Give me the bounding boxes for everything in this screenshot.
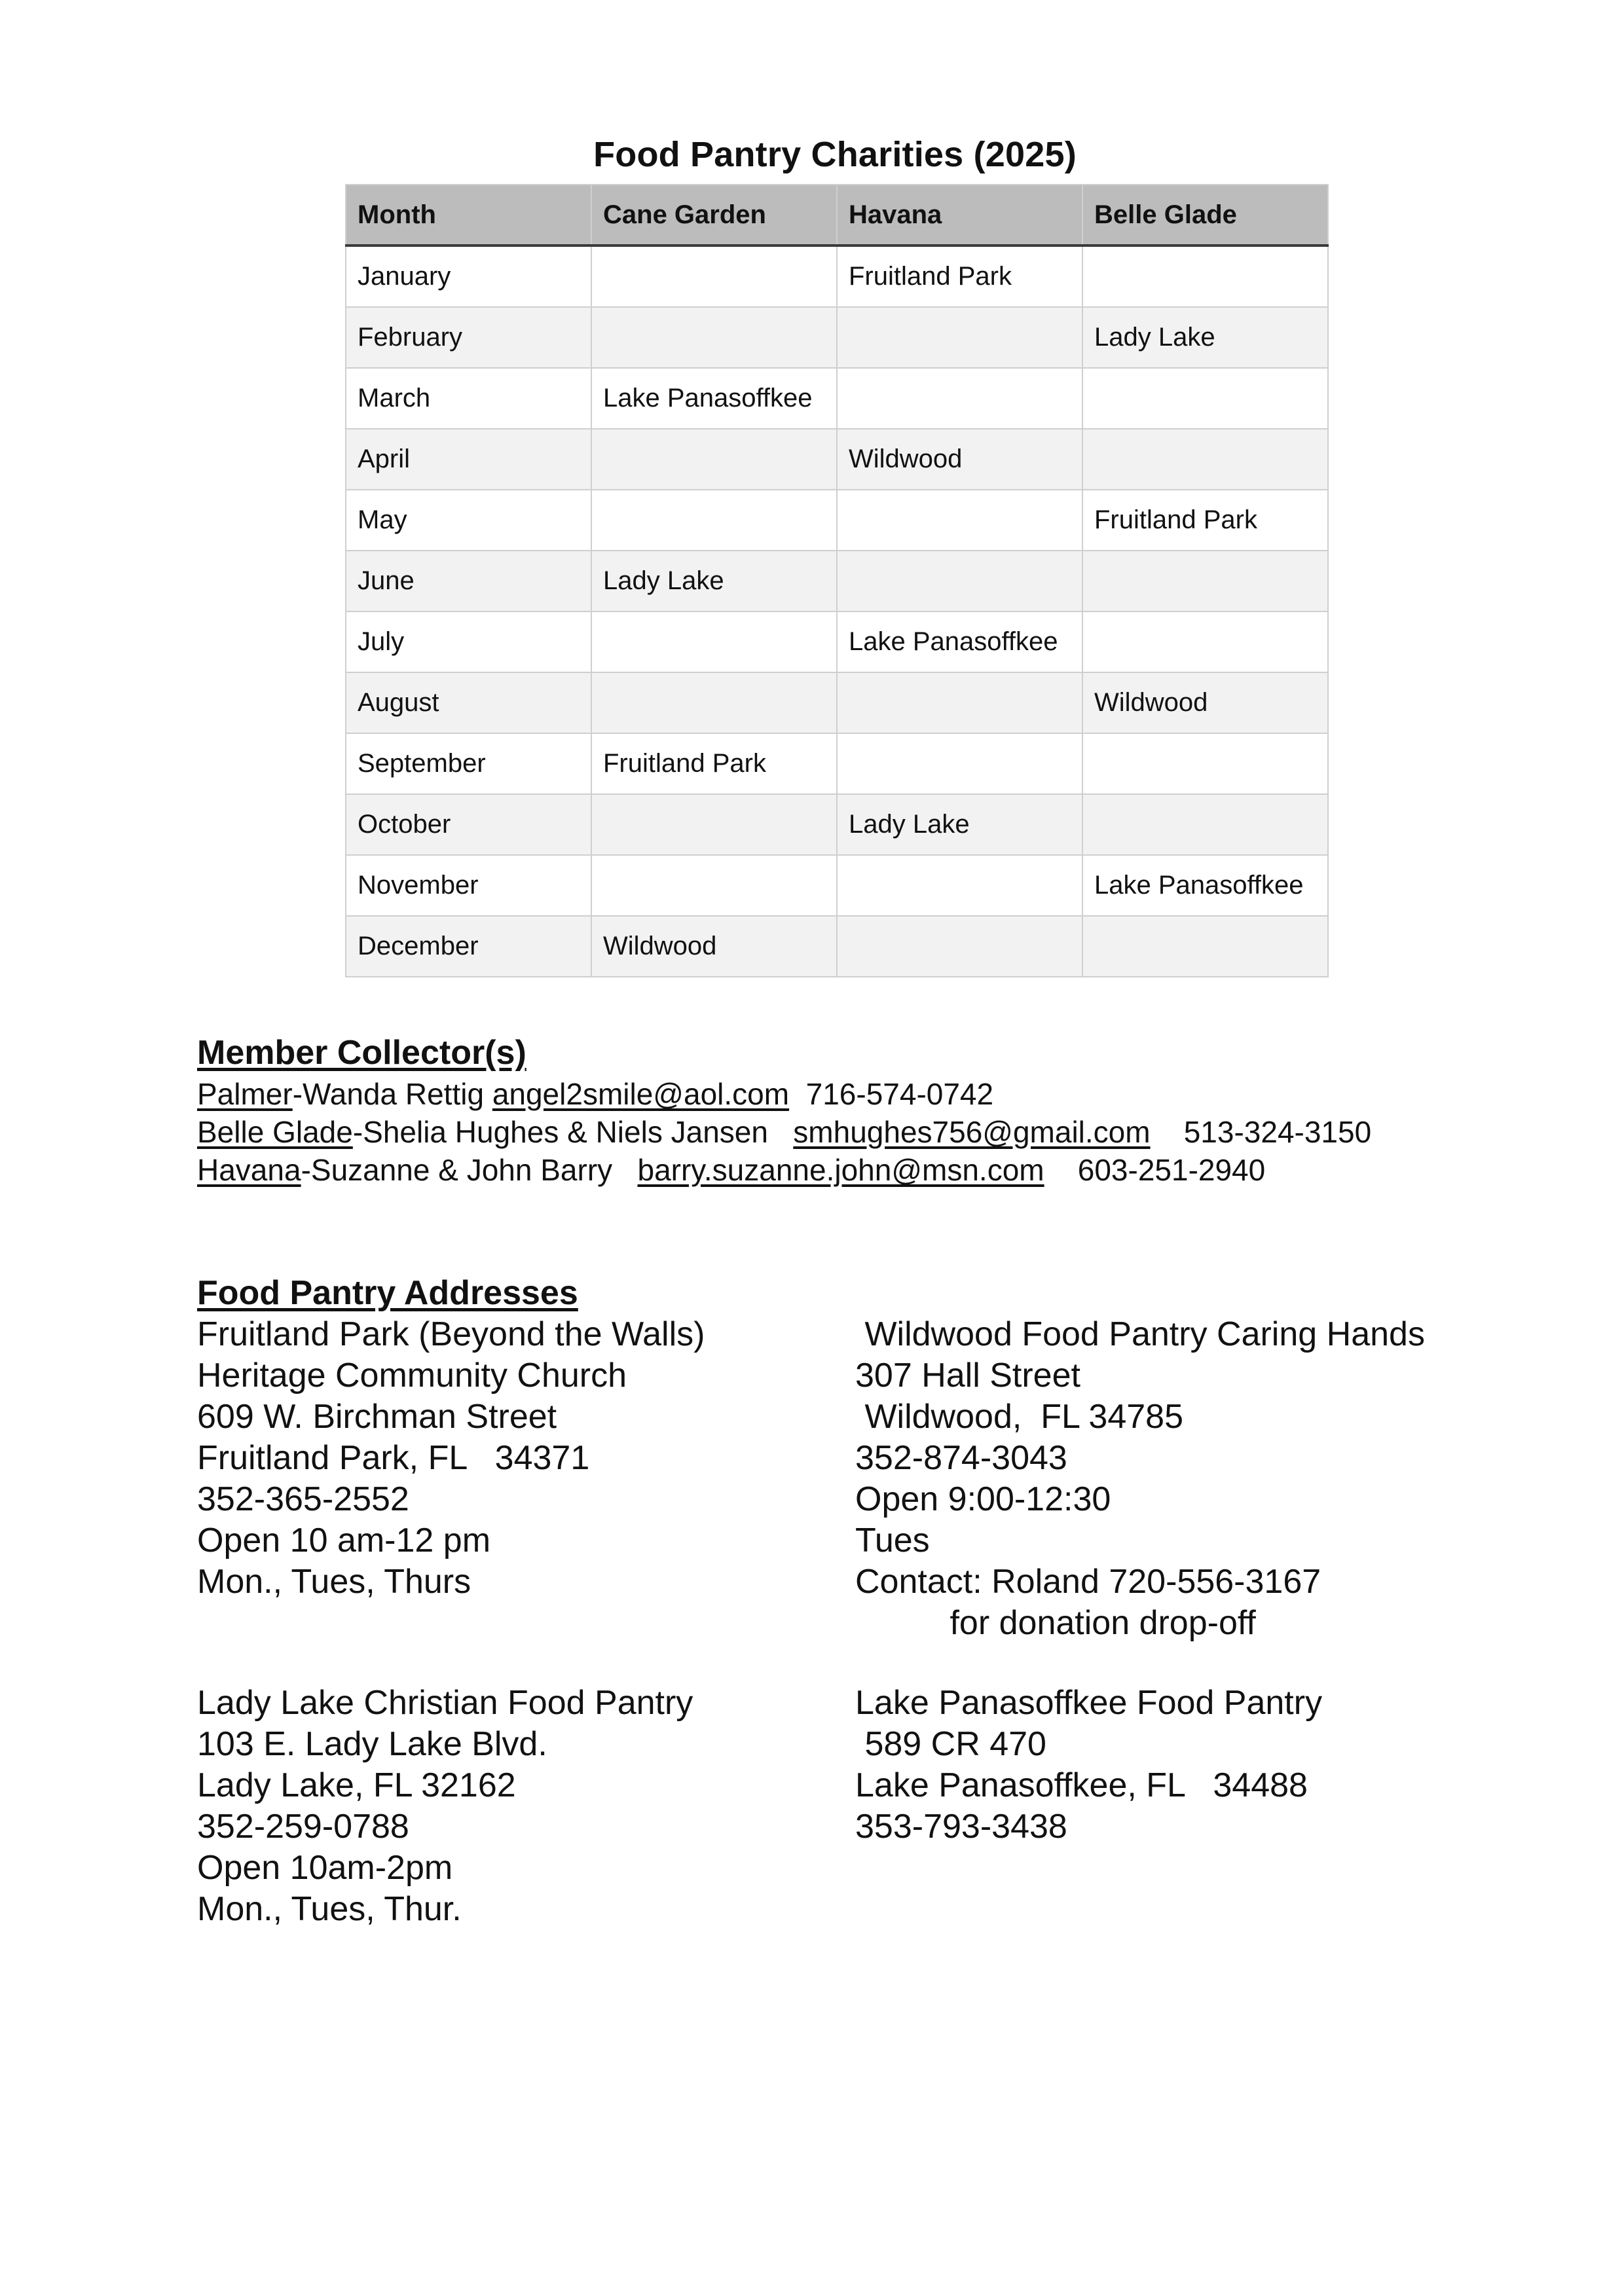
collector-phone: 716-574-0742 [789,1077,994,1111]
collector-email-link[interactable]: angel2smile@aol.com [492,1077,790,1111]
header-cane-garden: Cane Garden [591,185,837,246]
collector-line [197,1114,1371,1150]
month-cell: April [346,429,591,490]
address-line: Open 10am-2pm [197,1849,453,1887]
table-row [346,733,1328,794]
pantry-cell: Wildwood [1082,672,1328,733]
pantry-cell: Lake Panasoffkee [837,611,1082,672]
collector-line [197,1076,993,1112]
address-line: 103 E. Lady Lake Blvd. [197,1725,547,1763]
pantry-cell: Wildwood [837,429,1082,490]
pantry-cell: Fruitland Park [591,733,837,794]
address-line: 352-365-2552 [197,1480,409,1518]
pantry-cell [1082,246,1328,307]
pantry-cell: Lake Panasoffkee [591,368,837,429]
lake-panasoffkee-address [855,1683,1322,1848]
pantry-cell [591,429,837,490]
pantry-cell [591,307,837,368]
table-row [346,855,1328,916]
pantry-cell [1082,429,1328,490]
table-row [346,794,1328,855]
pantry-cell: Lady Lake [591,551,837,611]
pantry-cell: Lake Panasoffkee [1082,855,1328,916]
table-row [346,429,1328,490]
table-row [346,368,1328,429]
header-month: Month [346,185,591,246]
address-line: Open 9:00-12:30 [855,1480,1111,1518]
month-cell: July [346,611,591,672]
address-line: Tues [855,1522,930,1559]
header-belle-glade: Belle Glade [1082,185,1328,246]
address-line: 307 Hall Street [855,1357,1080,1394]
pantry-cell [591,672,837,733]
pantry-cell [591,855,837,916]
collector-group: Belle Glade [197,1115,353,1149]
collector-names: -Shelia Hughes & Niels Jansen [352,1115,794,1149]
pantry-cell [837,733,1082,794]
pantry-cell [837,490,1082,551]
table-row [346,672,1328,733]
address-line: Contact: Roland 720-556-3167 [855,1563,1321,1601]
address-line: 352-874-3043 [855,1439,1067,1477]
collector-names: -Wanda Rettig [292,1077,492,1111]
table-header-row [346,185,1328,246]
address-line: 589 CR 470 [855,1725,1046,1763]
pantry-cell: Lady Lake [1082,307,1328,368]
fruitland-park-address [197,1314,705,1603]
month-cell: March [346,368,591,429]
pantry-cell [837,672,1082,733]
address-line: Open 10 am-12 pm [197,1522,491,1559]
address-line: 352-259-0788 [197,1808,409,1846]
collectors-heading: Member Collector(s) [197,1034,526,1072]
pantry-cell [1082,916,1328,977]
month-cell: January [346,246,591,307]
address-line: Wildwood, FL 34785 [855,1398,1184,1436]
month-cell: November [346,855,591,916]
address-line: for donation drop-off [855,1604,1256,1642]
collector-email-link[interactable]: smhughes756@gmail.com [793,1115,1151,1149]
table-row [346,916,1328,977]
table-row [346,246,1328,307]
address-line: Wildwood Food Pantry Caring Hands [855,1315,1425,1353]
month-cell: September [346,733,591,794]
pantry-cell [837,916,1082,977]
pantry-cell [837,551,1082,611]
collector-group: Havana [197,1153,301,1187]
pantry-cell [837,855,1082,916]
collector-phone: 603-251-2940 [1044,1153,1266,1187]
address-line: Lake Panasoffkee Food Pantry [855,1684,1323,1722]
pantry-cell [591,246,837,307]
month-cell: February [346,307,591,368]
address-line: Lady Lake Christian Food Pantry [197,1684,693,1722]
pantry-cell: Fruitland Park [1082,490,1328,551]
pantry-cell [837,307,1082,368]
pantry-cell: Wildwood [591,916,837,977]
pantry-cell [591,490,837,551]
table-row [346,551,1328,611]
pantry-cell [1082,611,1328,672]
pantry-cell [591,794,837,855]
collector-line [197,1152,1265,1188]
collector-group: Palmer [197,1077,293,1111]
pantry-cell [1082,794,1328,855]
month-cell: December [346,916,591,977]
address-line: Mon., Tues, Thurs [197,1563,471,1601]
month-cell: May [346,490,591,551]
address-line: Heritage Community Church [197,1357,627,1394]
pantry-cell [591,611,837,672]
pantry-cell [837,368,1082,429]
pantry-cell [1082,368,1328,429]
page-title: Food Pantry Charities (2025) [593,135,1077,174]
collector-phone: 513-324-3150 [1150,1115,1372,1149]
schedule-table [345,184,1329,977]
collector-names: -Suzanne & John Barry [301,1153,638,1187]
pantry-cell: Lady Lake [837,794,1082,855]
month-cell: August [346,672,591,733]
address-line: 609 W. Birchman Street [197,1398,557,1436]
header-havana: Havana [837,185,1082,246]
collector-email-link[interactable]: barry.suzanne.john@msn.com [637,1153,1044,1187]
table-row [346,307,1328,368]
pantry-cell: Fruitland Park [837,246,1082,307]
address-line: Mon., Tues, Thur. [197,1890,462,1928]
addresses-heading: Food Pantry Addresses [197,1274,578,1312]
pantry-cell [1082,551,1328,611]
address-line: Fruitland Park (Beyond the Walls) [197,1315,705,1353]
table-row [346,490,1328,551]
address-line: 353-793-3438 [855,1808,1067,1846]
month-cell: October [346,794,591,855]
lady-lake-address [197,1683,693,1930]
address-line: Fruitland Park, FL 34371 [197,1439,590,1477]
pantry-cell [1082,733,1328,794]
address-line: Lady Lake, FL 32162 [197,1766,516,1804]
month-cell: June [346,551,591,611]
wildwood-address [855,1314,1425,1644]
address-line: Lake Panasoffkee, FL 34488 [855,1766,1308,1804]
table-row [346,611,1328,672]
